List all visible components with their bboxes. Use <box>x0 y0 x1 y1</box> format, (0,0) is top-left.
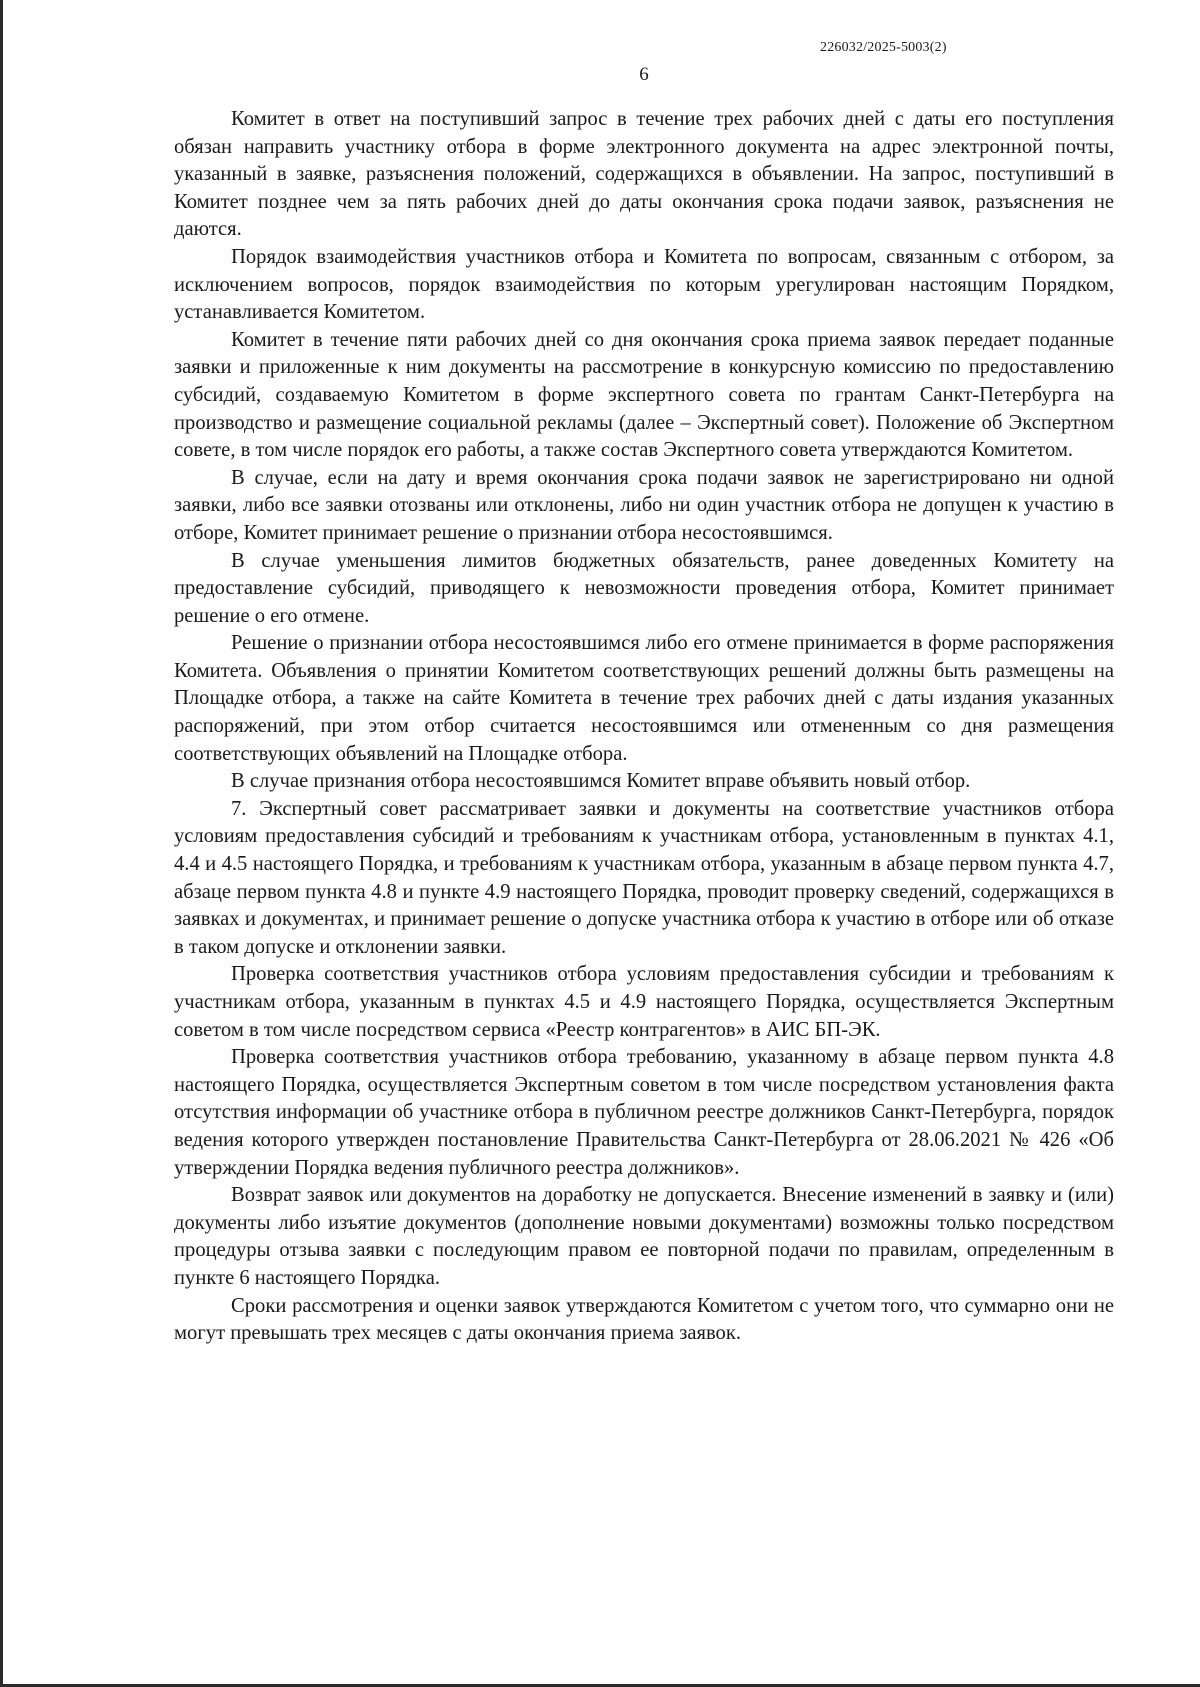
scan-edge-left <box>0 0 3 1687</box>
paragraph: Комитет в ответ на поступивший запрос в течение трех рабочих дней с даты его поступления обязан направить участнику отбора в форме электронного документа на адрес электронной почты, указанный в заявке, разъяснения положений, содержащихся в объявлении. На запрос, поступивший в Комитет позднее чем за пять рабочих дней до даты окончания срока подачи заявок, разъяснения не даются. <box>174 108 1114 241</box>
paragraph: Возврат заявок или документов на доработку не допускается. Внесение изменений в заявку и (или) документы либо изъятие документов (дополнение новыми документами) возможны только посредством процедуры отзыва заявки с последующим правом ее повторной подачи по правилам, определенным в пункте 6 настоящего Порядка. <box>174 1184 1114 1289</box>
paragraph: В случае признания отбора несостоявшимся Комитет вправе объявить новый отбор. <box>231 770 971 793</box>
paragraph: Проверка соответствия участников отбора условиям предоставления субсидии и требованиям к участникам отбора, указанным в пунктах 4.5 и 4.9 настоящего Порядка, осуществляется Экспертным советом в том числе посредством сервиса «Реестр контрагентов» в АИС БП-ЭК. <box>174 963 1114 1041</box>
paragraph: Проверка соответствия участников отбора требованию, указанному в абзаце первом пункта 4.8 настоящего Порядка, осуществляется Экспертным советом в том числе посредством установления факта отсутствия информации об участнике отбора в публичном реестре должников Санкт-Петербурга, порядок ведения которого утвержден постановление Правительства Санкт-Петербурга от 28.06.2021 № 426 «Об утверждении Порядка ведения публичного реестра должников». <box>174 1046 1114 1179</box>
paragraph: В случае, если на дату и время окончания срока подачи заявок не зарегистрировано ни одной заявки, либо все заявки отозваны или отклонены, либо ни один участник отбора не допущен к участию в отборе, Комитет принимает решение о признании отбора несостоявшимся. <box>174 466 1114 544</box>
paragraph: Сроки рассмотрения и оценки заявок утверждаются Комитетом с учетом того, что суммарно они не могут превышать трех месяцев с даты окончания приема заявок. <box>174 1294 1114 1345</box>
page-number: 6 <box>639 64 649 85</box>
paragraph: 7. Экспертный совет рассматривает заявки и документы на соответствие участников отбора условиям предоставления субсидий и требованиям к участникам отбора, установленным в пунктах 4.1, 4.4 и 4.5 настоящего Порядка, и требованиям к участникам отбора, указанным в абзаце первом пункта 4.7, абзаце первом пункта 4.8 и пункте 4.9 настоящего Порядка, проводит проверку сведений, содержащихся в заявках и документах, и принимает решение о допуске участника отбора к участию в отборе или об отказе в таком допуске и отклонении заявки. <box>174 797 1114 958</box>
document-body <box>174 106 1114 1348</box>
document-number: 226032/2025-5003(2) <box>820 40 947 55</box>
paragraph: Решение о признании отбора несостоявшимся либо его отмене принимается в форме распоряжения Комитета. Объявления о принятии Комитетом соответствующих решений должны быть размещены на Площадке отбора, а также на сайте Комитета в течение трех рабочих дней с даты издания указанных распоряжений, при этом отбор считается несостоявшимся или отмененным со дня размещения соответствующих объявлений на Площадке отбора. <box>174 632 1114 765</box>
paragraph: Порядок взаимодействия участников отбора и Комитета по вопросам, связанным с отбором, за исключением вопросов, порядок взаимодействия по которым урегулирован настоящим Порядком, устанавливается Комитетом. <box>174 245 1114 324</box>
paragraph: Комитет в течение пяти рабочих дней со дня окончания срока приема заявок передает поданные заявки и приложенные к ним документы на рассмотрение в конкурсную комиссию по предоставлению субсидий, создаваемую Комитетом в форме экспертного совета по грантам Санкт-Петербурга на производство и размещение социальной рекламы (далее – Экспертный совет). Положение об Экспертном совете, в том числе порядок его работы, а также состав Экспертного совета утверждаются Комитетом. <box>174 328 1114 462</box>
paragraph: В случае уменьшения лимитов бюджетных обязательств, ранее доведенных Комитету на предоставление субсидий, приводящего к невозможности проведения отбора, Комитет принимает решение о его отмене. <box>174 549 1114 627</box>
